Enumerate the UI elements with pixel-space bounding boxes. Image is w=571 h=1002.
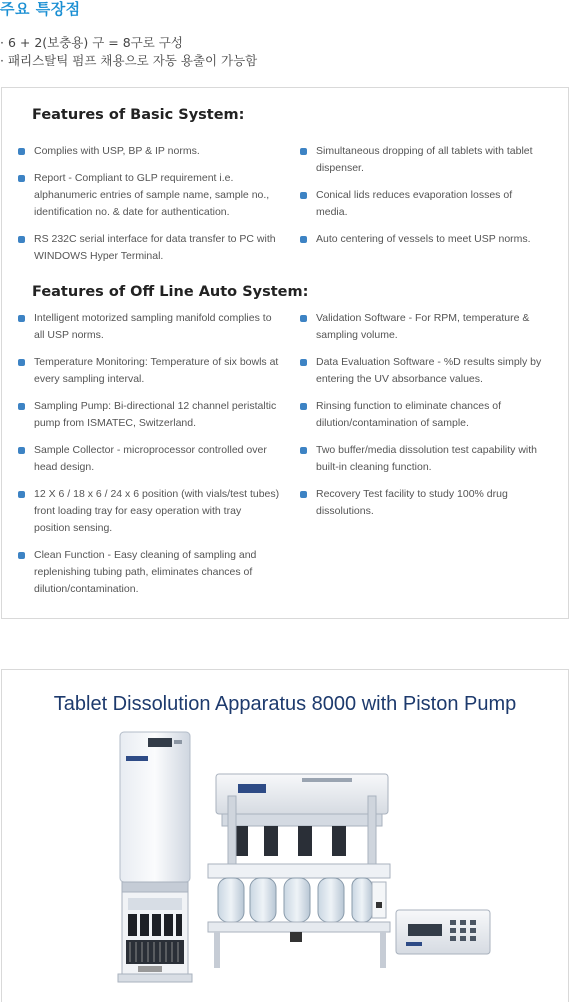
- list-item: Intelligent motorized sampling manifold complies to all USP norms.: [18, 310, 280, 344]
- auto-left-column: [18, 310, 280, 598]
- bullet-icon: [300, 491, 307, 498]
- product-box: [1, 669, 569, 1002]
- bullet-icon: [300, 403, 307, 410]
- features-box: [1, 87, 569, 619]
- list-item: Sampling Pump: Bi-directional 12 channel peristaltic pump from ISMATEC, Switzerland.: [18, 398, 280, 432]
- bullet-icon: [18, 447, 25, 454]
- bullet-icon: [18, 148, 25, 155]
- section-title: 주요 특장점: [0, 0, 81, 18]
- bullet-icon: [18, 175, 25, 182]
- dissolution-unit: [208, 774, 390, 968]
- list-item: Rinsing function to eliminate chances of dilution/contamination of sample.: [300, 398, 562, 432]
- summary-line: · 6 + 2(보충용) 구 = 8구로 구성: [0, 35, 183, 50]
- list-item: RS 232C serial interface for data transfer to PC with WINDOWS Hyper Terminal.: [18, 231, 280, 265]
- list-item: Simultaneous dropping of all tablets with tablet dispenser.: [300, 143, 540, 177]
- list-item: Clean Function - Easy cleaning of sampling and replenishing tubing path, eliminates chances of dilution/contamination.: [18, 547, 280, 598]
- basic-right-column: [300, 143, 540, 248]
- summary-list: [0, 34, 257, 70]
- apparatus-illustration: [2, 670, 569, 1002]
- list-item: Two buffer/media dissolution test capability with built-in cleaning function.: [300, 442, 562, 476]
- bullet-icon: [18, 403, 25, 410]
- product-title: Tablet Dissolution Apparatus 8000 with Piston Pump: [53, 693, 517, 715]
- list-item: Temperature Monitoring: Temperature of six bowls at every sampling interval.: [18, 354, 280, 388]
- bullet-icon: [300, 236, 307, 243]
- basic-system-heading: Features of Basic System:: [32, 107, 245, 123]
- sampler-tower: [118, 732, 192, 982]
- list-item: Data Evaluation Software - %D results simply by entering the UV absorbance values.: [300, 354, 562, 388]
- list-item: Conical lids reduces evaporation losses of media.: [300, 187, 540, 221]
- bullet-icon: [300, 192, 307, 199]
- list-item: Recovery Test facility to study 100% drug dissolutions.: [300, 486, 562, 520]
- list-item: Report - Compliant to GLP requirement i.e. alphanumeric entries of sample name, sample no., identification no. & date for authentication.: [18, 170, 280, 221]
- bullet-icon: [300, 148, 307, 155]
- auto-system-heading: Features of Off Line Auto System:: [32, 284, 309, 300]
- list-item: Auto centering of vessels to meet USP norms.: [300, 231, 540, 248]
- bullet-icon: [300, 359, 307, 366]
- bullet-icon: [300, 447, 307, 454]
- bullet-icon: [18, 359, 25, 366]
- piston-pump-unit: [396, 910, 490, 954]
- bullet-icon: [18, 315, 25, 322]
- list-item: Validation Software - For RPM, temperature & sampling volume.: [300, 310, 562, 344]
- list-item: Complies with USP, BP & IP norms.: [18, 143, 280, 160]
- summary-line: · 패리스탈틱 펌프 채용으로 자동 용출이 가능함: [0, 53, 258, 68]
- list-item: 12 X 6 / 18 x 6 / 24 x 6 position (with vials/test tubes) front loading tray for easy operation with tray position sensing.: [18, 486, 280, 537]
- bullet-icon: [300, 315, 307, 322]
- auto-right-column: [300, 310, 562, 520]
- bullet-icon: [18, 491, 25, 498]
- bullet-icon: [18, 236, 25, 243]
- list-item: Sample Collector - microprocessor controlled over head design.: [18, 442, 280, 476]
- basic-left-column: [18, 143, 280, 265]
- bullet-icon: [18, 552, 25, 559]
